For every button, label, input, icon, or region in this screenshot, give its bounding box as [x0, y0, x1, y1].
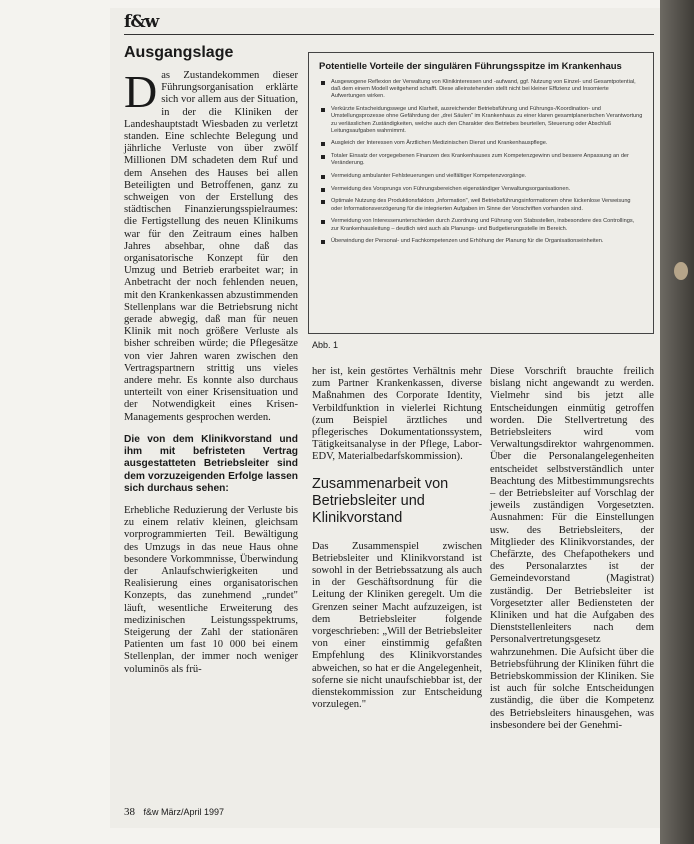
figure-box [308, 52, 654, 334]
body-paragraph: Diese Vorschrift brauchte freilich bislang nicht angewandt zu werden. Vielmehr sind bis jetzt alle Entscheidungen einmütig getroffen worden. Die Stellvertretung des Betriebsleiters wird vom Verwaltungsdirektor wahrgenommen. Über die Personalangelegenheiten entscheidet selbstverständlich unter Beachtung des Mitbestimmungsrechts – der Betriebsleiter auf Vorschlag der jeweils zuständigen Vorgesetzten. Ausnahmen: Für die Einstellungen usw. des Betriebsleiters, der Mitglieder des Klinikvorstandes, der Chefärzte, des Chefapothekers und des Personalarztes ist der Gemeindevorstand (Magistrat) zuständig. Der Betriebsleiter ist Vorgesetzter aller Bediensteten der Kliniken und hat die Aufgaben des Dienststellenleiters nach dem Personalvertretungsgesetz wahrzunehmen. Die Aufsicht über die Betriebsführung der Kliniken führt die Betriebskommission der Kliniken. Sie ist auch für solche Entscheidungen zuständig, die über die Kompetenz des Betriebsleiters hinausgehen, was insbesondere bei der Genehmi- [490, 366, 654, 731]
issue-line: f&w März/April 1997 [143, 807, 225, 817]
intro-paragraph [124, 66, 298, 424]
body-paragraph: her ist, kein gestörtes Verhältnis mehr zum Partner Krankenkassen, diverse Maßnahmen des Corporate Identity, Verbildfunktion in vielerlei Richtung (zum Beispiel ärztliches und pflegerisches Dokumentationssystem, Tätigkeitsanalyse in der Pflege, Labor-EDV, Materialbedarfskommission). [312, 366, 482, 463]
list-item: Vermeidung von Interessenunterschieden durch Zuordnung und Führung von Stabsstellen, insbesondere des Controllings, zur Krankenhausleitung – deutlich wird auch als Planungs- und Budgetierungsstelle im Bereich. [319, 218, 643, 232]
figure-caption: Abb. 1 [312, 340, 339, 350]
journal-logo: f&w [124, 12, 159, 32]
body-paragraph: Erhebliche Reduzierung der Verluste bis zu einem relativ kleinen, gleichsam vorprogrammierten Teil. Bewältigung des Umzugs in das neue Haus ohne besondere Vorkommnisse, Überwindung der Anlaufschwierigkeiten und Realisierung eines organisatorischen Konzepts, das zunehmend „rundet" läuft, wesentliche Erweiterung des medizinischen Leistungsspektrums, Steigerung der Zahl der stationären Patienten um fast 10 000 bei einem Stellenplan, der immer noch weniger voluminös als frü- [124, 504, 298, 675]
text-column-3 [490, 366, 654, 732]
advantages-list [319, 79, 643, 245]
body-paragraph: Das Zusammenspiel zwischen Betriebsleiter und Klinikvorstand ist sowohl in der Betriebssatzung als auch in der Geschäftsordnung für die Leitung der Kliniken geregelt. Um die Grenzen seiner Macht aufzuzeigen, ist dem Betriebsleiter folgende vorgeschrieben: „Will der Betriebsleiter von einer einstimmig gefaßten Empfehlung des Klinikvorstandes abweichen, so hat er die Angelegenheit, soferne sie nicht unaufschiebbar ist, der dienstekommission zur Entscheidung vorzulegen." [312, 540, 482, 711]
drop-cap: D [124, 66, 158, 117]
text-column-1 [124, 66, 298, 686]
text-column-2 [312, 366, 482, 711]
list-item: Verkürzte Entscheidungswege und Klarheit, ausreichender Betriebsführung und Führungs-/Koordination- und Umstellungsprozesse ohne Gefährdung der „drei Säulen" im Krankenhaus zu einer klaren gesamtplanerischen Verantwortung zu verlässlichen Zuständigkeiten, welche auch den Charakter des Betriebes beurteilen, Steuerung oder Abschluß Leitungsaufgaben wahrnimmt. [319, 106, 643, 135]
intro-text: as Zustandekommen dieser Führungsorganisation erklärte sich vor allem aus der Situation, in der die Kliniken der Landeshauptstadt Wiesbaden zu verletzt standen. Eine schlechte Belegung und jährliche Verluste von über zwölf Millionen DM schadeten dem Ruf und dem Ansehen des Hauses bei allen Beteiligten und Betroffenen, ganz zu schweigen von der Erstellung des städtischen Finanzierungsspielraumes: die Fertigstellung des neuen Klinikums war für den Zeitraum eines halben Jahres absehbar, ohne daß das organisatorische Konzept für den Umzug und Betrieb erarbeitet war; in Anbetracht der noch fehlenden neuen, mit den Krankenkassen abzustimmenden Stellenplans war die Betriebsrung nicht gerade abwegig, daß man für neuen Klinik mit noch größere Verluste als bisher schreiben würde; die Pflegesätze von vier Jahren waren zwischen den Vertragspartnern strittig uns vieles andere mehr. Es konnte also durchaus unterteilt von einer Krisensituation und der Notwendigkeit eines Krisen-Managements gesprochen werden. [124, 70, 298, 423]
list-item: Überwindung der Personal- und Fachkompetenzen und Erhöhung der Planung für die Organisationseinheiten. [319, 238, 643, 245]
header-rule [124, 34, 654, 35]
page-number: 38 [124, 806, 135, 818]
figure-box-title: Potentielle Vorteile der singulären Führungsspitze im Krankenhaus [319, 61, 622, 72]
section-heading: Ausgangslage [124, 44, 234, 61]
lead-paragraph: Die von dem Klinikvorstand und ihm mit befristeten Vertrag ausgestatteten Betriebsleiter sind dem vorzuzeigenden Erfolge lassen sich durchaus sehen: [124, 433, 298, 494]
list-item: Ausgleich der Interessen vom Ärztlichen Medizinischen Dienst und Krankenhauspflege. [319, 140, 643, 147]
list-item: Ausgewogene Reflexion der Verwaltung von Klinikinteressen und -aufwand, ggf. Nutzung von Einzel- und Gesamtpotential, daß dem einem Modell weitgehend schafft. Diese alleinstehenden stellt nicht bei kleiner Effizienz und Insomierte Aufwertungen wirken. [319, 79, 643, 101]
page-footer [124, 806, 224, 818]
list-item: Optimale Nutzung des Produktionsfaktors „Information", weil Betriebsführungsinformationen ohne lückenlose Verweisung oder Informationsverzögerung für die integrierten Aufgaben im Sinne der Vorschriften vorhanden sind. [319, 198, 643, 212]
binder-hole [674, 262, 688, 280]
list-item: Vermeidung ambulanter Fehlsteuerungen und vielfältiger Kompetenzvorgänge. [319, 173, 643, 180]
list-item: Totaler Einsatz der vorgegebenen Finanzen des Krankenhauses zum Kompetenzgewinn und bessere Anpassung an der Veränderung. [319, 153, 643, 167]
scan-edge-shadow [660, 0, 694, 844]
list-item: Vermeidung des Vorsprungs von Führungsbereichen eigenständiger Verwaltungsorganisationen. [319, 186, 643, 193]
subheading: Zusammenarbeit von Betriebsleiter und Klinikvorstand [312, 475, 449, 526]
